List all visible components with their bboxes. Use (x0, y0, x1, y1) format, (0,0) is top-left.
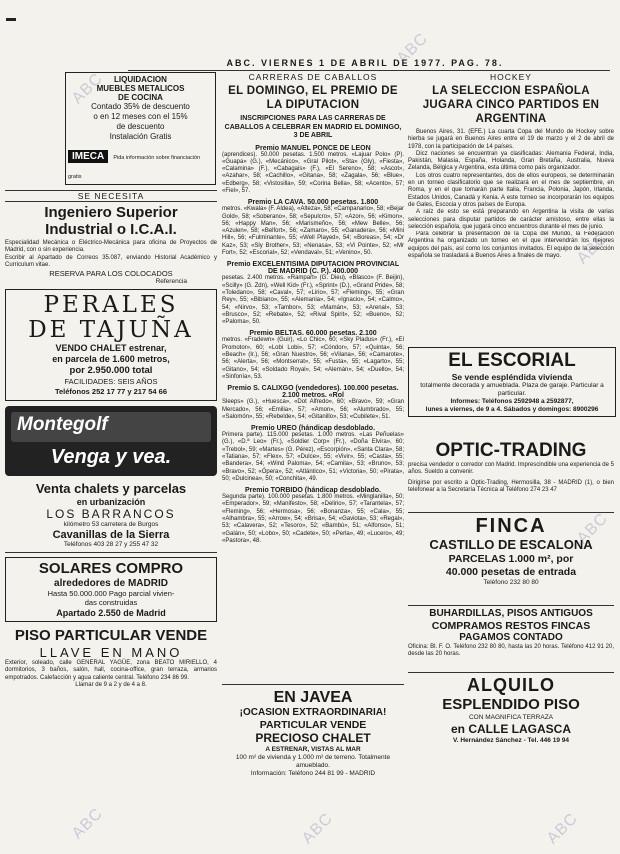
ad-text: Escribir al Apartado de Correos 35.087, enviando Historial Académico y Curriculum vitae. (5, 254, 217, 268)
ad-heading: EN JAVEA (273, 689, 353, 706)
race-body: (aprendices). 50.000 pesetas. 1.500 metros. «Lajuar Polo» (P). «Guapa» (G.), «Mecánico», «Gral Pilot», «Sta» (Gly), «Fiesta», «Calamina» (F.), «Cabagais» (F.), «El Sereno», 58; «Ascot», «Azahar», 58; «Cachillo», «Gitana», 58; «Zagala», 56; «Blue», «Edberg», 58; «Vistosilla», 59; «Corina Bella», 58; «Acento», 57; «Fiel», 57. (222, 151, 404, 194)
ad-line: Teléfonos 252 17 77 y 217 54 66 (54, 387, 168, 397)
ad-alquilo (408, 672, 614, 745)
ad-piso (5, 627, 217, 689)
ad-text: Especialidad Mecánica o Eléctrico-Mecánica para oficina de Proyectos de Madrid, con o sin experiencia. (5, 240, 217, 254)
ad-line: CON MAGNIFICA TERRAZA (468, 714, 554, 721)
race-title: Premio BELTAS. 60.000 pesetas. 2.100 (249, 330, 377, 338)
ad-line: VENDO CHALET estrenar, (55, 343, 167, 354)
ad-heading: Venta chalets y parcelas (35, 481, 187, 497)
ad-line: Instalación Gratis (109, 132, 172, 141)
ad-text: Oficina: Bl. F. O. Teléfono 232 80 80, hasta las 20 horas. Teléfono 412 91 20, desde las 20 horas. (408, 644, 614, 658)
ad-heading: OPTIC-TRADING (435, 440, 587, 461)
ad-line: Se vende espléndida vivienda (451, 372, 573, 382)
ad-heading: PARTICULAR VENDE (259, 719, 367, 731)
ad-tagline: Venga y vea. (50, 446, 172, 469)
race-entry (222, 145, 404, 196)
section-title: SE NECESITA (5, 190, 217, 202)
ad-barrancos (5, 481, 217, 553)
imeca-logo: IMECA (68, 150, 108, 163)
ad-heading: en CALLE LAGASCA (451, 722, 571, 736)
ad-solares (5, 557, 217, 622)
race-title: Premio MANUEL PONCE DE LEON (255, 144, 371, 152)
ad-line: Teléfonos 403 28 27 y 255 47 32 (63, 541, 159, 549)
race-entry (222, 261, 404, 326)
ad-heading: LLAVE EN MANO (39, 645, 183, 661)
race-body: metros. «Kwala» (F. Aldea), «Alteza», 58; «Campanario», 58; «Bejar Gold», 58; «Soberano», 58; «Sepulcro», 57; «Azor», 56; «Kimon», 56; «Happy Man», 56; «Marismeño», 56; «Mew Belle», 56; «Azulen», 58; «Belfort», 56; «Zamaro», 55; «Ganadera», 56; «Mini Hill», 56; «Fulminante», 55; «Well Played», 54; «Boreas», 54; «Dr Kaz», 53; «Sly Brother», 53; «Nenasa», 53; «Vi Pointe», 52; «Mr Fort», 52; «Escorial», 52; «Vendaval», 51; «Venino», 50. (222, 206, 404, 257)
watermark: ABC (68, 804, 107, 843)
race-title: Premio TORBIDO (hándicap desdoblado. (245, 487, 381, 495)
article-paragraph: Para celebrar la presentación de la Copa del Mundo, la Federación Argentina ha organizado un torneo en el que intervendrán los mejores equipos del país, así como los conjuntos invitados. El equipo de la selección española se trasladará a Buenos Aires a finales de mayo. (408, 231, 614, 260)
ad-heading: Industrial o I.C.A.I. (45, 221, 177, 238)
ad-line: Informes: Teléfonos 2592948 a 2592877, (450, 398, 574, 405)
watermark: ABC (298, 809, 337, 848)
ad-line: das construidas (84, 598, 138, 608)
ad-line: kilómetro 53 carretera de Burgos (63, 521, 159, 529)
ad-ref: Referencia (155, 278, 187, 286)
race-body: metros. «Fradewn» (Guir), «Lo Chic», 60; «Sky Pladus» (Fr.), «El Promotor», 60; «Lobi Lobi», 57; «Cóndor», 57; «Quinta», 56; «Beach» (Ir.), 56; «Gran Nuestro», 56; «Vilana», 56; «Camarote», 56; «Alerta», 56; «Montserrat», 55; «Fusta», 55; «Lagarto», 55; «Gitano», 54; «Soldado Royal», 54; «Alemán», 54; «Duello», 54; «Sinfonía», 53. (222, 337, 404, 380)
ad-heading: COMPRAMOS RESTOS FINCAS (431, 620, 591, 632)
left-column (5, 69, 217, 689)
ad-line: lunes a viernes, de 9 a 4. Sábados y domingos: 8900296 (425, 406, 599, 413)
race-title: Premio LA CAVA. 50.000 pesetas. 1.800 (247, 199, 379, 207)
section-title: CARRERAS DE CABALLOS (248, 72, 378, 82)
ad-line: FACILIDADES: SEIS AÑOS (64, 377, 158, 387)
ad-heading: ESPLENDIDO PISO (442, 696, 580, 713)
ad-line: 40.000 pesetas de entrada (445, 566, 577, 578)
ad-heading: SOLARES COMPRO (38, 560, 184, 578)
race-body: Sleeps» (G.), «Huesca», «Dot Alfredo», 60; «Bravo», 59; «Gran Mercado», 56; «Emilia», 57; «Amon», 56; «Alumbrado», 55; «Salomón», 55; «Rebelde», 54; «Gitanillo», 53; «Cubilete», 51. (222, 399, 404, 420)
montegolf-logo: Montegolf (17, 414, 108, 436)
article-paragraph: A raíz de esto se está preparando en Argentina la visita de varias selecciones para disputar partidos de carácter amistoso, entre ellas la selección española, que jugará cinco encuentros durante el mes de junio. (408, 209, 614, 230)
ad-buhardillas (408, 605, 614, 659)
ad-line: Hasta 50.000.000 Pago parcial vivien- (47, 589, 175, 599)
race-entry (222, 330, 404, 381)
race-entry (222, 425, 404, 483)
ad-text: Exterior, soleado, calle GENERAL YAGÜE, zona BEATO MIRIELLO, 4 dormitorios, 3 baños, salón, hall, cocina-office, gran terraza, armarios empotrados. Calefacción y agua caliente central. Teléfono 234 86 99. (5, 660, 217, 681)
ad-heading: alrededores de MADRID (54, 578, 168, 590)
ad-javea (222, 684, 404, 778)
race-title: Premio EXCELENTISIMA DIPUTACION PROVINCIAL DE MADRID (C. P.). 400.000 (226, 261, 400, 276)
ad-line: Teléfono 232 80 80 (483, 579, 539, 586)
ad-liquidacion (65, 69, 216, 185)
ad-line: PARCELAS 1.000 m², por (448, 553, 574, 565)
section-title: HOCKEY (490, 72, 532, 82)
article-headline: LA SELECCION ESPAÑOLA JUGARA CINCO PARTIDOS EN ARGENTINA (422, 85, 600, 125)
ad-line: en urbanización (76, 497, 146, 508)
ad-line: Información: Teléfono 244 81 99 - MADRID (250, 770, 376, 777)
ad-text: RESERVA PARA LOS COLOCADOS (49, 269, 173, 279)
ad-line: V. Hernández Sánchez - Tel. 446 19 94 (453, 737, 569, 744)
race-title: Premio S. CALIXGO (vendedores). 100.000 pesetas. 2.100 metros. «Rol (227, 385, 399, 400)
race-list (222, 145, 404, 546)
ad-line: Contado 35% de descuento (91, 102, 190, 111)
ad-optic (408, 440, 614, 494)
ad-line: 100 m² de vivienda y 1.000 m² de terreno. Totalmente amueblado. (235, 754, 391, 769)
ad-heading: BUHARDILLAS, PISOS ANTIGUOS (429, 608, 593, 619)
ad-heading: PRECIOSO CHALET (255, 731, 371, 745)
ad-heading: PERALES (43, 292, 179, 319)
ad-heading: PISO PARTICULAR VENDE (14, 627, 208, 645)
ad-line: o en 12 meses con el 15% (93, 112, 188, 121)
ad-escorial (408, 347, 616, 417)
race-body: Segunda parte). 100.000 pesetas. 1.800 metros. «Minglanilla», 50; «Emperador», 59; «Manifesto», 58; «Delirio», 57; «Tarantela», 57; «Fleming», 56; «Hermosa», 56; «Bonanza», 55; «Cala», 55; «Alhambra», 55; «Arrow», 54; «Brisa», 54; «Gaviota», 53; «Regal», 53; «Calavera», 52; «Tesoro», 52; «Bambú», 51; «Alfonso», 51; «Galán», 50; «Lobo», 50; «Cadete», 50; «Perla», 49; «Lucero», 49; «Pastora», 48. (222, 494, 404, 544)
ad-heading: EL ESCORIAL (448, 350, 576, 371)
article-paragraph: Los otros cuatro representantes, dos de ellos europeos, se determinarán en un torneo clasificatorio que se realizará en el mes de septiembre, en Roma, y en el que tomarán parte Italia, Francia, Polonia, Japón, Irlanda, Estados Unidos, Canadá y Kenia. A este torneo se incorporarán los equipos de Gales, Escocia y otros países de Europa. (408, 172, 614, 208)
watermark: ABC (68, 69, 107, 108)
ad-text: Llamar de 9 a 2 y de 4 a 8. (75, 682, 147, 689)
race-body: pesetas. 2.400 metros. «Rampart» (G. Dieu), «Blasco» (F. Beijin), «Scilly» (G. Zdn), «Well Kid» (Fr.), «Sprint» (D.), «Grand Pride», 58; «Toledano», 58; «Caval», 57; «Lirio», 57; «Fleming», 55; «Gran Rey», 55; «Bibiano», 55; «Alemania», 54; «Ignacio», 54; «Calmo», 54; «Nirvo», 53; «Tambor», 53; «Mamán», 53; «Arenal», 53; «Brusco», 52; «Rebate», 52; «Rival Spirit», 52; «Bueno», 52; «Paloma», 50. (222, 275, 404, 326)
watermark: ABC (573, 509, 612, 548)
ad-line: DE COCINA (118, 93, 163, 102)
ad-heading: PAGAMOS CONTADO (459, 632, 563, 643)
article-subhead: INSCRIPCIONES PARA LAS CARRERAS DE CABALLOS A CELEBRAR EN MADRID EL DOMINGO, 3 DE ABRIL (224, 115, 402, 139)
middle-column (222, 72, 404, 777)
ad-heading: Cavanillas de la Sierra (52, 529, 170, 542)
ad-heading: FINCA (475, 515, 547, 537)
ad-ingeniero (5, 204, 217, 286)
ad-line: de descuento (116, 122, 165, 131)
ad-heading: CASTILLO DE ESCALONA (429, 537, 593, 552)
race-body: Primera parte). 115.000 pesetas. 1.000 metros. «Las Peñuelas» (G.), «D.ª Leo» (Fr.), «Soldier Corp» (Fr.), «Doña Elvira», 60; «Trebol», 59; «Martes» (G. Pérez), «Escorpión», «Santa Clara», 58; «Tatiana», 57; «Flex», 57; «Dulce», 55; «Vivir», 55; «Casta», 55; «Bandera», 54; «Wind Paloma», 54; «Camila», 53; «Bruno», 53; «Bravo», 52; «Ópera», 52; «Atlántico», 51; «Victoria», 50; «Pirata», 50; «Dulcinea», 50; «Conchita», 49. (222, 432, 404, 482)
ad-line: totalmente decorada y amueblada. Plaza de garaje. Particular a particular. (420, 382, 604, 397)
ad-line: MUEBLES METALICOS (96, 84, 185, 93)
article-paragraph: Buenos Aires, 31. (EFE.) La cuarta Copa del Mundo de Hockey sobre hierba se jugará en Buenos Aires entre el 19 de marzo y el 2 de abril de 1978, con la participación de 14 países. (408, 129, 614, 150)
margin-mark (6, 18, 16, 21)
ad-heading: DE TAJUÑA (28, 317, 194, 344)
watermark: ABC (573, 229, 612, 268)
ad-finca (408, 509, 614, 587)
ad-text: Dirigirse por escrito a Optic-Trading, Hermosilla, 38 - MADRID (1), o bien telefonear a la Secretaría Técnica al Teléfono 274 23 47 (408, 479, 614, 493)
ad-heading: ¡OCASION EXTRAORDINARIA! (239, 707, 387, 718)
ad-heading: ALQUILO (467, 675, 555, 695)
ad-line: Apartado 2.550 de Madrid (56, 608, 166, 619)
ad-line: A ESTRENAR, VISTAS AL MAR (265, 746, 361, 753)
race-entry (222, 385, 404, 421)
brand-note: Pida información sobre financiación gratis (68, 155, 201, 180)
race-title: Premio UREO (hándicap desdoblado. (250, 425, 376, 433)
ad-heading: LOS BARRANCOS (46, 507, 176, 522)
ad-montegolf (5, 406, 217, 476)
page-header: ABC. VIERNES 1 DE ABRIL DE 1977. PAG. 78. (226, 58, 504, 68)
watermark: ABC (543, 809, 582, 848)
ad-text: precisa vendedor o corredor con Madrid. Imprescindible una experiencia de 5 años. Sueldo a convenir. (408, 462, 614, 476)
race-entry (222, 199, 404, 257)
race-entry (222, 487, 404, 545)
ad-line: LIQUIDACION (114, 75, 167, 84)
ad-heading: Ingeniero Superior (44, 204, 178, 221)
ad-line: por 2.950.000 total (69, 365, 153, 377)
article-paragraph: Dicz naciones se encuentran ya clasificadas: Alemania Federal, India, Pakistán, Malasia, España, Holanda, Gran Bretaña, Australia, Nueva Zelanda, Bélgica y Argentina, esta última como país organizador. (408, 150, 614, 172)
header-rule (128, 70, 610, 71)
watermark: ABC (393, 29, 432, 68)
ad-line: en parcela de 1.600 metros, (52, 354, 170, 365)
article-headline: EL DOMINGO, EL PREMIO DE LA DIPUTACION (228, 85, 398, 111)
ad-perales (5, 289, 217, 401)
